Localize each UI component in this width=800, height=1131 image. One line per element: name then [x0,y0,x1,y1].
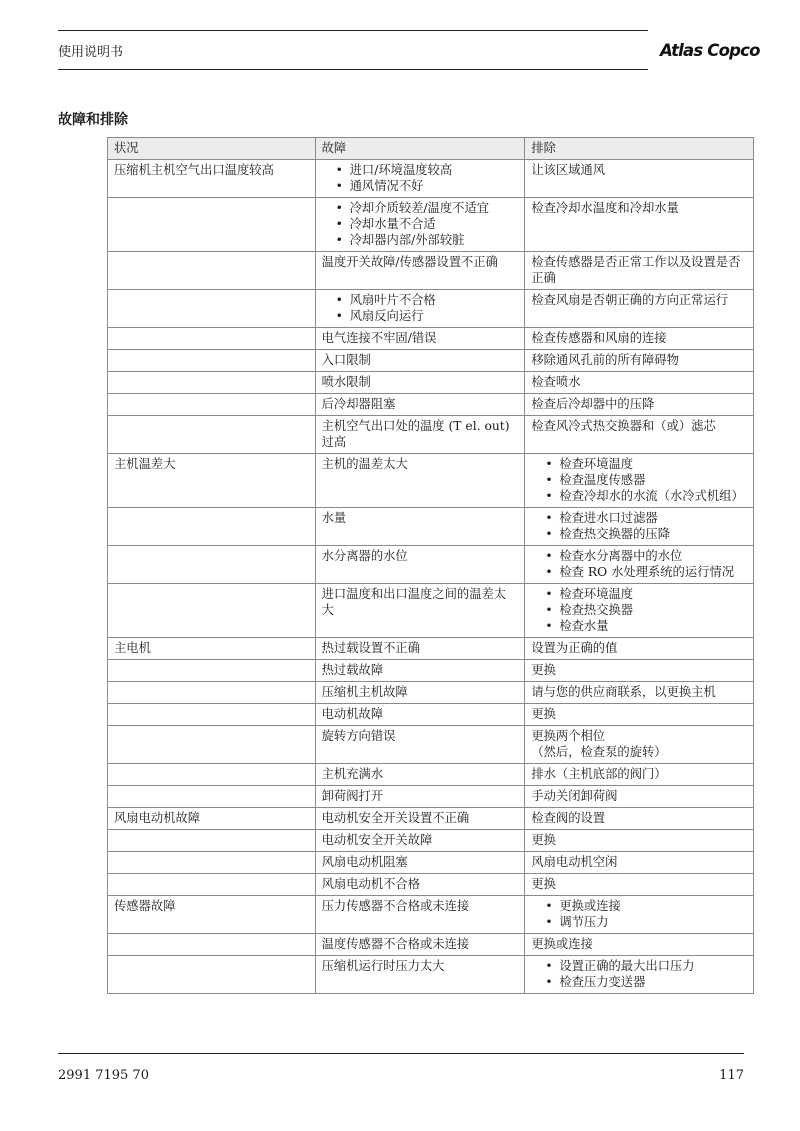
remedy-cell: 设置为正确的值 [525,638,754,660]
table-row [108,508,754,546]
bullet-item: • 检查热交换器的压降 [559,526,747,542]
fault-cell: 旋转方向错误 [315,726,525,764]
column-header-remedy: 排除 [525,138,754,160]
remedy-cell: 更换 [525,830,754,852]
bullet-item: • 进口/环境温度较高 [350,162,519,178]
table-row [108,934,754,956]
condition-cell [108,328,316,350]
condition-cell [108,852,316,874]
bullet-item: • 检查温度传感器 [559,472,747,488]
table-row [108,328,754,350]
fault-cell: 入口限制 [315,350,525,372]
section-title: 故障和排除 [58,112,128,128]
fault-cell: 主机空气出口处的温度 (T el. out) 过高 [315,416,525,454]
condition-cell [108,508,316,546]
bullet-item: • 检查热交换器 [559,602,747,618]
remedy-cell: 让该区域通风 [525,160,754,198]
table-row [108,726,754,764]
remedy-cell: 更换两个相位 （然后，检查泵的旋转） [525,726,754,764]
fault-cell: 风扇电动机不合格 [315,874,525,896]
fault-bullet-list [322,162,519,194]
fault-cell: 主机的温差太大 [315,454,525,508]
table-row [108,956,754,994]
remedy-cell [525,508,754,546]
table-row [108,198,754,252]
fault-cell: 温度传感器不合格或未连接 [315,934,525,956]
remedy-cell [525,896,754,934]
condition-cell [108,830,316,852]
remedy-cell [525,956,754,994]
fault-cell: 电动机故障 [315,704,525,726]
document-number: 2991 7195 70 [58,1068,149,1083]
troubleshooting-table [107,137,754,994]
remedy-bullet-list [531,586,747,634]
table-row [108,416,754,454]
remedy-cell: 风扇电动机空闲 [525,852,754,874]
remedy-cell: 请与您的供应商联系，以更换主机 [525,682,754,704]
table-row [108,290,754,328]
bullet-item: • 检查环境温度 [559,586,747,602]
condition-cell [108,726,316,764]
table-row [108,852,754,874]
condition-cell [108,372,316,394]
table-row [108,546,754,584]
table-row [108,764,754,786]
remedy-cell: 检查传感器和风扇的连接 [525,328,754,350]
fault-cell: 热过载设置不正确 [315,638,525,660]
bullet-item: • 冷却器内部/外部较脏 [350,232,519,248]
remedy-cell [525,546,754,584]
manual-title: 使用说明书 [58,45,124,60]
fault-cell: 压缩机运行时压力太大 [315,956,525,994]
remedy-bullet-list [531,548,747,580]
fault-cell [315,290,525,328]
remedy-cell: 更换 [525,704,754,726]
condition-cell [108,874,316,896]
column-header-fault: 故障 [315,138,525,160]
bullet-item: • 检查水量 [559,618,747,634]
fault-cell: 压力传感器不合格或未连接 [315,896,525,934]
remedy-cell: 移除通风孔前的所有障碍物 [525,350,754,372]
condition-cell [108,350,316,372]
table-row [108,394,754,416]
condition-cell [108,660,316,682]
table-row [108,454,754,508]
bullet-item: • 检查进水口过滤器 [559,510,747,526]
fault-cell: 压缩机主机故障 [315,682,525,704]
condition-cell [108,198,316,252]
bullet-item: • 冷却水量不合适 [350,216,519,232]
table-row [108,896,754,934]
condition-cell [108,394,316,416]
remedy-cell: 排水（主机底部的阀门） [525,764,754,786]
header-bottom-rule [58,69,648,70]
table-row [108,372,754,394]
condition-cell [108,956,316,994]
atlas-copco-logo: Atlas Copco [660,41,760,60]
condition-cell: 风扇电动机故障 [108,808,316,830]
table-row [108,874,754,896]
bullet-item: • 冷却介质较差/温度不适宜 [350,200,519,216]
remedy-cell [525,584,754,638]
condition-cell [108,252,316,290]
table-row [108,252,754,290]
table-row [108,350,754,372]
header-top-rule [58,30,648,31]
remedy-bullet-list [531,510,747,542]
fault-cell: 卸荷阀打开 [315,786,525,808]
bullet-item: • 检查水分离器中的水位 [559,548,747,564]
table-row [108,160,754,198]
footer-rule [58,1053,744,1054]
bullet-item: • 检查环境温度 [559,456,747,472]
condition-cell [108,584,316,638]
fault-cell [315,160,525,198]
table-header-row [108,138,754,160]
fault-cell: 水量 [315,508,525,546]
fault-cell: 进口温度和出口温度之间的温差太大 [315,584,525,638]
fault-cell: 电气连接不牢固/错误 [315,328,525,350]
remedy-cell: 手动关闭卸荷阀 [525,786,754,808]
remedy-cell: 检查传感器是否正常工作以及设置是否正确 [525,252,754,290]
bullet-item: • 检查 RO 水处理系统的运行情况 [559,564,747,580]
condition-cell [108,290,316,328]
table-row [108,584,754,638]
condition-cell: 压缩机主机空气出口温度较高 [108,160,316,198]
fault-cell: 水分离器的水位 [315,546,525,584]
remedy-bullet-list [531,456,747,504]
condition-cell [108,786,316,808]
fault-bullet-list [322,200,519,248]
table-row [108,638,754,660]
table-row [108,830,754,852]
condition-cell [108,764,316,786]
column-header-condition: 状况 [108,138,316,160]
remedy-cell: 检查冷却水温度和冷却水量 [525,198,754,252]
condition-cell [108,934,316,956]
condition-cell: 主机温差大 [108,454,316,508]
table-row [108,682,754,704]
bullet-item: • 更换或连接 [559,898,747,914]
fault-cell [315,198,525,252]
fault-bullet-list [322,292,519,324]
bullet-item: • 设置正确的最大出口压力 [559,958,747,974]
condition-cell [108,546,316,584]
remedy-cell: 检查风扇是否朝正确的方向正常运行 [525,290,754,328]
remedy-cell: 更换 [525,660,754,682]
condition-cell [108,704,316,726]
fault-cell: 喷水限制 [315,372,525,394]
remedy-cell: 检查喷水 [525,372,754,394]
fault-cell: 热过载故障 [315,660,525,682]
table-row [108,808,754,830]
bullet-item: • 通风情况不好 [350,178,519,194]
table-row [108,660,754,682]
bullet-item: • 风扇叶片不合格 [350,292,519,308]
bullet-item: • 调节压力 [559,914,747,930]
fault-cell: 风扇电动机阻塞 [315,852,525,874]
condition-cell [108,682,316,704]
remedy-bullet-list [531,898,747,930]
remedy-cell: 检查风冷式热交换器和（或）滤芯 [525,416,754,454]
fault-cell: 主机充满水 [315,764,525,786]
condition-cell: 主电机 [108,638,316,660]
remedy-cell: 检查后冷却器中的压降 [525,394,754,416]
table-row [108,786,754,808]
bullet-item: • 风扇反向运行 [350,308,519,324]
remedy-cell: 更换或连接 [525,934,754,956]
page-number: 117 [719,1068,744,1083]
bullet-item: • 检查压力变送器 [559,974,747,990]
fault-cell: 电动机安全开关故障 [315,830,525,852]
fault-cell: 电动机安全开关设置不正确 [315,808,525,830]
table-row [108,704,754,726]
fault-cell: 温度开关故障/传感器设置不正确 [315,252,525,290]
remedy-cell: 更换 [525,874,754,896]
condition-cell: 传感器故障 [108,896,316,934]
bullet-item: • 检查冷却水的水流（水冷式机组） [559,488,747,504]
fault-cell: 后冷却器阻塞 [315,394,525,416]
remedy-cell: 检查阀的设置 [525,808,754,830]
remedy-bullet-list [531,958,747,990]
condition-cell [108,416,316,454]
remedy-cell [525,454,754,508]
